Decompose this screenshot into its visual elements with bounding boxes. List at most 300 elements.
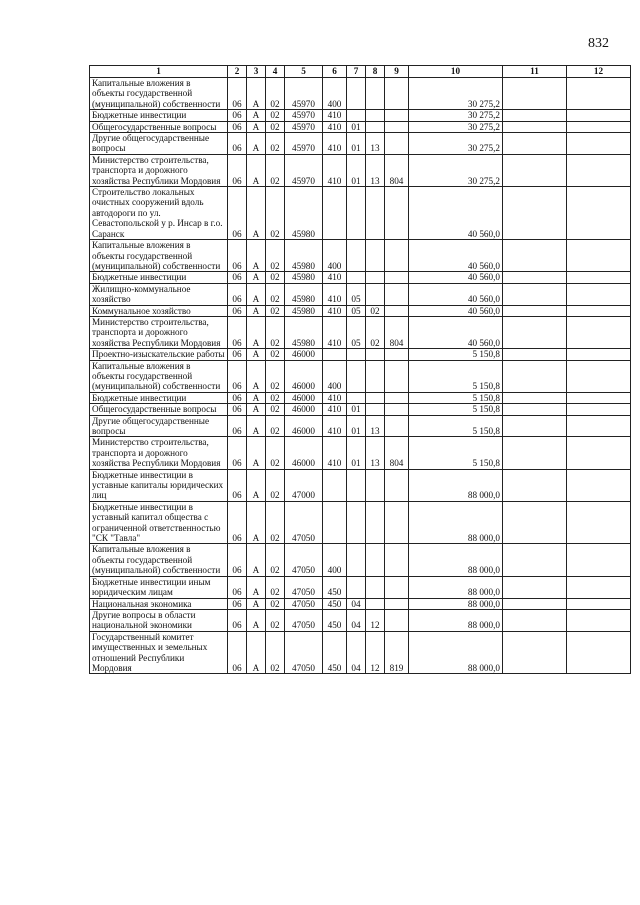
amount-cell bbox=[503, 404, 567, 415]
amount-cell: 40 560,0 bbox=[409, 272, 503, 283]
amount-cell bbox=[567, 240, 631, 272]
code-cell: 12 bbox=[366, 609, 385, 631]
code-cell bbox=[347, 576, 366, 598]
code-cell bbox=[385, 78, 409, 110]
amount-cell bbox=[567, 576, 631, 598]
code-cell: 804 bbox=[385, 316, 409, 348]
code-cell bbox=[347, 501, 366, 544]
code-cell bbox=[385, 349, 409, 360]
code-cell bbox=[385, 415, 409, 437]
code-cell: 45970 bbox=[285, 154, 323, 186]
code-cell bbox=[366, 544, 385, 576]
code-cell: 02 bbox=[266, 576, 285, 598]
amount-cell bbox=[567, 501, 631, 544]
item-name-cell: Общегосударственные вопросы bbox=[90, 121, 228, 132]
code-cell: 46000 bbox=[285, 360, 323, 392]
code-cell: 02 bbox=[266, 631, 285, 674]
code-cell: А bbox=[247, 544, 266, 576]
code-cell: 01 bbox=[347, 415, 366, 437]
table-row bbox=[90, 544, 631, 576]
amount-cell: 88 000,0 bbox=[409, 544, 503, 576]
code-cell: 05 bbox=[347, 305, 366, 316]
amount-cell bbox=[567, 305, 631, 316]
code-cell: А bbox=[247, 316, 266, 348]
amount-cell: 40 560,0 bbox=[409, 316, 503, 348]
amount-cell bbox=[567, 316, 631, 348]
code-cell: 45980 bbox=[285, 283, 323, 305]
table-row bbox=[90, 240, 631, 272]
item-name-cell: Министерство строительства, транспорта и дорожного хозяйства Республики Мордовия bbox=[90, 437, 228, 469]
code-cell: 06 bbox=[228, 272, 247, 283]
amount-cell bbox=[503, 576, 567, 598]
code-cell: 13 bbox=[366, 154, 385, 186]
amount-cell bbox=[567, 349, 631, 360]
item-name-cell: Другие общегосударственные вопросы bbox=[90, 415, 228, 437]
table-row bbox=[90, 415, 631, 437]
code-cell bbox=[366, 598, 385, 609]
amount-cell bbox=[567, 154, 631, 186]
code-cell: 450 bbox=[323, 576, 347, 598]
code-cell: 410 bbox=[323, 404, 347, 415]
amount-cell: 5 150,8 bbox=[409, 349, 503, 360]
code-cell bbox=[347, 272, 366, 283]
table-row bbox=[90, 609, 631, 631]
code-cell: 02 bbox=[266, 415, 285, 437]
amount-cell: 5 150,8 bbox=[409, 437, 503, 469]
code-cell: А bbox=[247, 133, 266, 155]
amount-cell: 88 000,0 bbox=[409, 609, 503, 631]
amount-cell bbox=[567, 187, 631, 240]
table-row bbox=[90, 437, 631, 469]
code-cell: 06 bbox=[228, 316, 247, 348]
amount-cell bbox=[503, 598, 567, 609]
code-cell: А bbox=[247, 187, 266, 240]
code-cell bbox=[323, 469, 347, 501]
code-cell bbox=[347, 110, 366, 121]
code-cell: 02 bbox=[266, 187, 285, 240]
code-cell bbox=[347, 544, 366, 576]
budget-table bbox=[89, 65, 631, 674]
code-cell: 06 bbox=[228, 437, 247, 469]
code-cell bbox=[366, 187, 385, 240]
code-cell: А bbox=[247, 437, 266, 469]
code-cell bbox=[366, 121, 385, 132]
code-cell: 02 bbox=[266, 154, 285, 186]
amount-cell bbox=[503, 501, 567, 544]
amount-cell bbox=[567, 283, 631, 305]
table-row bbox=[90, 404, 631, 415]
code-cell: 06 bbox=[228, 576, 247, 598]
code-cell: 410 bbox=[323, 110, 347, 121]
amount-cell: 40 560,0 bbox=[409, 283, 503, 305]
amount-cell: 88 000,0 bbox=[409, 469, 503, 501]
code-cell: 06 bbox=[228, 501, 247, 544]
code-cell: 45980 bbox=[285, 272, 323, 283]
table-row bbox=[90, 187, 631, 240]
code-cell: А bbox=[247, 631, 266, 674]
item-name-cell: Министерство строительства, транспорта и дорожного хозяйства Республики Мордовия bbox=[90, 154, 228, 186]
amount-cell: 30 275,2 bbox=[409, 133, 503, 155]
table-row bbox=[90, 598, 631, 609]
code-cell: 02 bbox=[266, 110, 285, 121]
code-cell: 47000 bbox=[285, 469, 323, 501]
column-header: 5 bbox=[285, 66, 323, 78]
code-cell: 02 bbox=[266, 469, 285, 501]
amount-cell bbox=[503, 544, 567, 576]
code-cell: 804 bbox=[385, 154, 409, 186]
code-cell: А bbox=[247, 272, 266, 283]
code-cell: 02 bbox=[266, 133, 285, 155]
code-cell bbox=[385, 392, 409, 403]
amount-cell: 40 560,0 bbox=[409, 187, 503, 240]
code-cell bbox=[347, 349, 366, 360]
amount-cell bbox=[567, 609, 631, 631]
code-cell bbox=[323, 349, 347, 360]
code-cell bbox=[366, 360, 385, 392]
code-cell: А bbox=[247, 598, 266, 609]
code-cell: А bbox=[247, 110, 266, 121]
amount-cell bbox=[567, 631, 631, 674]
code-cell: 06 bbox=[228, 631, 247, 674]
item-name-cell: Капитальные вложения в объекты государственной (муниципальной) собственности bbox=[90, 240, 228, 272]
code-cell bbox=[366, 349, 385, 360]
code-cell: 819 bbox=[385, 631, 409, 674]
code-cell: 410 bbox=[323, 316, 347, 348]
code-cell: 45980 bbox=[285, 316, 323, 348]
code-cell: 410 bbox=[323, 392, 347, 403]
code-cell: 410 bbox=[323, 437, 347, 469]
code-cell: 05 bbox=[347, 283, 366, 305]
amount-cell bbox=[567, 78, 631, 110]
column-header: 10 bbox=[409, 66, 503, 78]
item-name-cell: Бюджетные инвестиции в уставные капиталы юридических лиц bbox=[90, 469, 228, 501]
code-cell bbox=[385, 121, 409, 132]
item-name-cell: Национальная экономика bbox=[90, 598, 228, 609]
code-cell: А bbox=[247, 349, 266, 360]
amount-cell bbox=[503, 415, 567, 437]
item-name-cell: Министерство строительства, транспорта и дорожного хозяйства Республики Мордовия bbox=[90, 316, 228, 348]
code-cell: 06 bbox=[228, 78, 247, 110]
code-cell bbox=[366, 469, 385, 501]
amount-cell bbox=[503, 78, 567, 110]
code-cell: 06 bbox=[228, 283, 247, 305]
amount-cell bbox=[503, 272, 567, 283]
amount-cell: 40 560,0 bbox=[409, 305, 503, 316]
item-name-cell: Бюджетные инвестиции bbox=[90, 272, 228, 283]
column-header: 3 bbox=[247, 66, 266, 78]
amount-cell bbox=[567, 360, 631, 392]
amount-cell bbox=[503, 240, 567, 272]
code-cell: А bbox=[247, 404, 266, 415]
amount-cell bbox=[503, 316, 567, 348]
code-cell: 02 bbox=[266, 240, 285, 272]
code-cell: 12 bbox=[366, 631, 385, 674]
code-cell: 06 bbox=[228, 133, 247, 155]
code-cell: 02 bbox=[266, 501, 285, 544]
code-cell: 01 bbox=[347, 404, 366, 415]
amount-cell bbox=[567, 392, 631, 403]
amount-cell: 88 000,0 bbox=[409, 598, 503, 609]
code-cell bbox=[366, 283, 385, 305]
code-cell: 02 bbox=[266, 272, 285, 283]
header-row bbox=[90, 66, 631, 78]
code-cell bbox=[366, 501, 385, 544]
amount-cell: 88 000,0 bbox=[409, 501, 503, 544]
item-name-cell: Строительство локальных очистных сооружений вдоль автодороги по ул. Севастопольской у р. Инсар в г.о. Саранск bbox=[90, 187, 228, 240]
code-cell bbox=[385, 187, 409, 240]
amount-cell: 88 000,0 bbox=[409, 576, 503, 598]
amount-cell: 40 560,0 bbox=[409, 240, 503, 272]
amount-cell: 30 275,2 bbox=[409, 154, 503, 186]
amount-cell bbox=[503, 609, 567, 631]
amount-cell bbox=[503, 437, 567, 469]
column-header: 6 bbox=[323, 66, 347, 78]
code-cell bbox=[366, 272, 385, 283]
amount-cell bbox=[503, 133, 567, 155]
code-cell: 06 bbox=[228, 187, 247, 240]
code-cell bbox=[347, 392, 366, 403]
code-cell: 47050 bbox=[285, 501, 323, 544]
code-cell: А bbox=[247, 609, 266, 631]
code-cell: 45980 bbox=[285, 187, 323, 240]
code-cell: 06 bbox=[228, 609, 247, 631]
code-cell: А bbox=[247, 305, 266, 316]
item-name-cell: Капитальные вложения в объекты государственной (муниципальной) собственности bbox=[90, 544, 228, 576]
code-cell: 06 bbox=[228, 469, 247, 501]
item-name-cell: Капитальные вложения в объекты государственной (муниципальной) собственности bbox=[90, 360, 228, 392]
code-cell: 400 bbox=[323, 360, 347, 392]
code-cell bbox=[366, 404, 385, 415]
code-cell: 47050 bbox=[285, 576, 323, 598]
code-cell bbox=[385, 110, 409, 121]
item-name-cell: Общегосударственные вопросы bbox=[90, 404, 228, 415]
item-name-cell: Капитальные вложения в объекты государственной (муниципальной) собственности bbox=[90, 78, 228, 110]
code-cell: 02 bbox=[266, 360, 285, 392]
code-cell: А bbox=[247, 240, 266, 272]
code-cell bbox=[347, 240, 366, 272]
code-cell: 02 bbox=[266, 544, 285, 576]
code-cell: 45980 bbox=[285, 305, 323, 316]
code-cell: 410 bbox=[323, 133, 347, 155]
code-cell: 45970 bbox=[285, 121, 323, 132]
code-cell: 47050 bbox=[285, 631, 323, 674]
code-cell: 13 bbox=[366, 133, 385, 155]
code-cell: 410 bbox=[323, 121, 347, 132]
code-cell: 450 bbox=[323, 609, 347, 631]
column-header: 11 bbox=[503, 66, 567, 78]
code-cell: 06 bbox=[228, 415, 247, 437]
code-cell: 804 bbox=[385, 437, 409, 469]
amount-cell bbox=[503, 121, 567, 132]
code-cell: А bbox=[247, 392, 266, 403]
table-row bbox=[90, 316, 631, 348]
code-cell bbox=[347, 360, 366, 392]
amount-cell bbox=[503, 187, 567, 240]
code-cell: 450 bbox=[323, 631, 347, 674]
amount-cell bbox=[567, 469, 631, 501]
code-cell: 400 bbox=[323, 240, 347, 272]
column-header: 9 bbox=[385, 66, 409, 78]
code-cell bbox=[385, 404, 409, 415]
code-cell: А bbox=[247, 121, 266, 132]
code-cell: 02 bbox=[266, 121, 285, 132]
table-row bbox=[90, 110, 631, 121]
amount-cell: 30 275,2 bbox=[409, 78, 503, 110]
code-cell: 02 bbox=[266, 283, 285, 305]
code-cell: 47050 bbox=[285, 544, 323, 576]
code-cell: 47050 bbox=[285, 609, 323, 631]
code-cell: 04 bbox=[347, 609, 366, 631]
amount-cell bbox=[503, 305, 567, 316]
amount-cell bbox=[503, 110, 567, 121]
code-cell: 02 bbox=[266, 598, 285, 609]
column-header: 4 bbox=[266, 66, 285, 78]
code-cell: 45970 bbox=[285, 78, 323, 110]
amount-cell bbox=[503, 349, 567, 360]
column-header: 1 bbox=[90, 66, 228, 78]
code-cell: 01 bbox=[347, 437, 366, 469]
amount-cell: 5 150,8 bbox=[409, 360, 503, 392]
column-header: 12 bbox=[567, 66, 631, 78]
amount-cell: 30 275,2 bbox=[409, 110, 503, 121]
amount-cell bbox=[567, 404, 631, 415]
code-cell: 06 bbox=[228, 544, 247, 576]
code-cell: 46000 bbox=[285, 437, 323, 469]
amount-cell: 5 150,8 bbox=[409, 392, 503, 403]
code-cell: 45970 bbox=[285, 110, 323, 121]
code-cell: 02 bbox=[266, 316, 285, 348]
code-cell: 06 bbox=[228, 360, 247, 392]
code-cell bbox=[385, 469, 409, 501]
table-row bbox=[90, 360, 631, 392]
code-cell bbox=[366, 240, 385, 272]
code-cell: 46000 bbox=[285, 349, 323, 360]
code-cell: А bbox=[247, 501, 266, 544]
amount-cell bbox=[567, 272, 631, 283]
code-cell bbox=[366, 576, 385, 598]
code-cell bbox=[323, 187, 347, 240]
amount-cell bbox=[567, 415, 631, 437]
table-row bbox=[90, 392, 631, 403]
amount-cell bbox=[567, 437, 631, 469]
code-cell: 400 bbox=[323, 544, 347, 576]
amount-cell bbox=[503, 154, 567, 186]
code-cell: 06 bbox=[228, 404, 247, 415]
code-cell: 06 bbox=[228, 349, 247, 360]
code-cell: 410 bbox=[323, 415, 347, 437]
code-cell: 45980 bbox=[285, 240, 323, 272]
code-cell: 05 bbox=[347, 316, 366, 348]
code-cell: 410 bbox=[323, 272, 347, 283]
code-cell: 410 bbox=[323, 154, 347, 186]
amount-cell bbox=[567, 121, 631, 132]
code-cell bbox=[366, 392, 385, 403]
amount-cell bbox=[567, 544, 631, 576]
code-cell: А bbox=[247, 154, 266, 186]
table-row bbox=[90, 78, 631, 110]
code-cell: А bbox=[247, 469, 266, 501]
amount-cell: 5 150,8 bbox=[409, 404, 503, 415]
code-cell: 02 bbox=[366, 316, 385, 348]
code-cell: 450 bbox=[323, 598, 347, 609]
table-row bbox=[90, 121, 631, 132]
code-cell: 47050 bbox=[285, 598, 323, 609]
code-cell bbox=[347, 469, 366, 501]
code-cell: 02 bbox=[266, 437, 285, 469]
table-row bbox=[90, 631, 631, 674]
code-cell: 02 bbox=[266, 349, 285, 360]
code-cell bbox=[347, 78, 366, 110]
code-cell: 06 bbox=[228, 392, 247, 403]
code-cell bbox=[385, 305, 409, 316]
code-cell: 13 bbox=[366, 415, 385, 437]
code-cell bbox=[385, 609, 409, 631]
amount-cell bbox=[567, 598, 631, 609]
code-cell: 400 bbox=[323, 78, 347, 110]
table-row bbox=[90, 576, 631, 598]
code-cell bbox=[385, 576, 409, 598]
code-cell: 410 bbox=[323, 283, 347, 305]
code-cell bbox=[385, 272, 409, 283]
amount-cell: 5 150,8 bbox=[409, 415, 503, 437]
page-number: 832 bbox=[588, 36, 609, 51]
table-row bbox=[90, 283, 631, 305]
code-cell: 06 bbox=[228, 110, 247, 121]
table-row bbox=[90, 133, 631, 155]
code-cell: 02 bbox=[266, 404, 285, 415]
code-cell: А bbox=[247, 576, 266, 598]
amount-cell bbox=[503, 631, 567, 674]
code-cell bbox=[323, 501, 347, 544]
item-name-cell: Коммунальное хозяйство bbox=[90, 305, 228, 316]
table-row bbox=[90, 305, 631, 316]
code-cell bbox=[366, 110, 385, 121]
code-cell: 410 bbox=[323, 305, 347, 316]
table-row bbox=[90, 272, 631, 283]
table-row bbox=[90, 501, 631, 544]
code-cell: А bbox=[247, 283, 266, 305]
code-cell bbox=[385, 544, 409, 576]
item-name-cell: Другие вопросы в области национальной экономики bbox=[90, 609, 228, 631]
item-name-cell: Другие общегосударственные вопросы bbox=[90, 133, 228, 155]
code-cell: 01 bbox=[347, 121, 366, 132]
code-cell bbox=[385, 133, 409, 155]
amount-cell bbox=[567, 133, 631, 155]
code-cell: 06 bbox=[228, 154, 247, 186]
code-cell bbox=[385, 360, 409, 392]
item-name-cell: Бюджетные инвестиции bbox=[90, 110, 228, 121]
code-cell: А bbox=[247, 78, 266, 110]
code-cell: 46000 bbox=[285, 404, 323, 415]
amount-cell bbox=[503, 469, 567, 501]
code-cell bbox=[347, 187, 366, 240]
item-name-cell: Бюджетные инвестиции иным юридическим лицам bbox=[90, 576, 228, 598]
code-cell: 04 bbox=[347, 631, 366, 674]
item-name-cell: Проектно-изыскательские работы bbox=[90, 349, 228, 360]
code-cell: А bbox=[247, 415, 266, 437]
code-cell: А bbox=[247, 360, 266, 392]
item-name-cell: Бюджетные инвестиции в уставный капитал общества с ограниченной ответственностью "СК "Тавла" bbox=[90, 501, 228, 544]
table-row bbox=[90, 154, 631, 186]
amount-cell bbox=[503, 360, 567, 392]
code-cell bbox=[366, 78, 385, 110]
code-cell: 13 bbox=[366, 437, 385, 469]
table-row bbox=[90, 349, 631, 360]
amount-cell bbox=[567, 110, 631, 121]
code-cell: 02 bbox=[366, 305, 385, 316]
code-cell: 02 bbox=[266, 78, 285, 110]
amount-cell bbox=[503, 283, 567, 305]
